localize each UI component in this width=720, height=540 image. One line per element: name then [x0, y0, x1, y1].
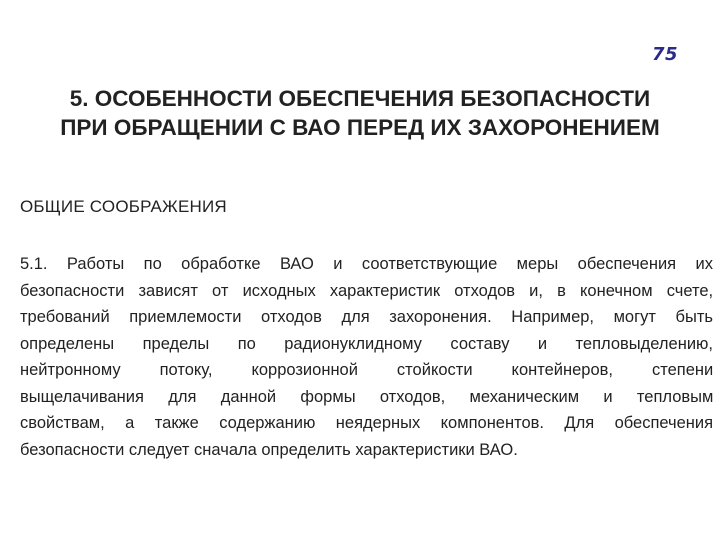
body-paragraph	[20, 251, 713, 463]
page-number: 75	[652, 44, 679, 65]
paragraph-line: безопасности следует сначала определить характеристики ВАО.	[20, 440, 518, 459]
paragraph-line: 5.1. Работы по обработке ВАО и соответствующие меры обеспечения их	[20, 255, 713, 273]
subsection-heading: ОБЩИЕ СООБРАЖЕНИЯ	[20, 197, 227, 216]
paragraph-line: свойствам, а также содержанию неядерных компонентов. Для обеспечения	[20, 414, 713, 432]
paragraph-line: нейтронному потоку, коррозионной стойкости контейнеров, степени	[20, 361, 713, 379]
paragraph-line: безопасности зависят от исходных характеристик отходов и, в конечном счете,	[20, 281, 713, 300]
section-heading-line-1: 5. ОСОБЕННОСТИ ОБЕСПЕЧЕНИЯ БЕЗОПАСНОСТИ	[69, 86, 651, 111]
section-heading	[0, 84, 720, 142]
section-heading-line-2: ПРИ ОБРАЩЕНИИ С ВАО ПЕРЕД ИХ ЗАХОРОНЕНИЕМ	[60, 115, 660, 140]
paragraph-line: определены пределы по радионуклидному составу и тепловыделению,	[20, 334, 713, 353]
paragraph-line: требований приемлемости отходов для захоронения. Например, могут быть	[20, 308, 713, 326]
paragraph-line: выщелачивания для данной формы отходов, механическим и тепловым	[20, 387, 713, 406]
